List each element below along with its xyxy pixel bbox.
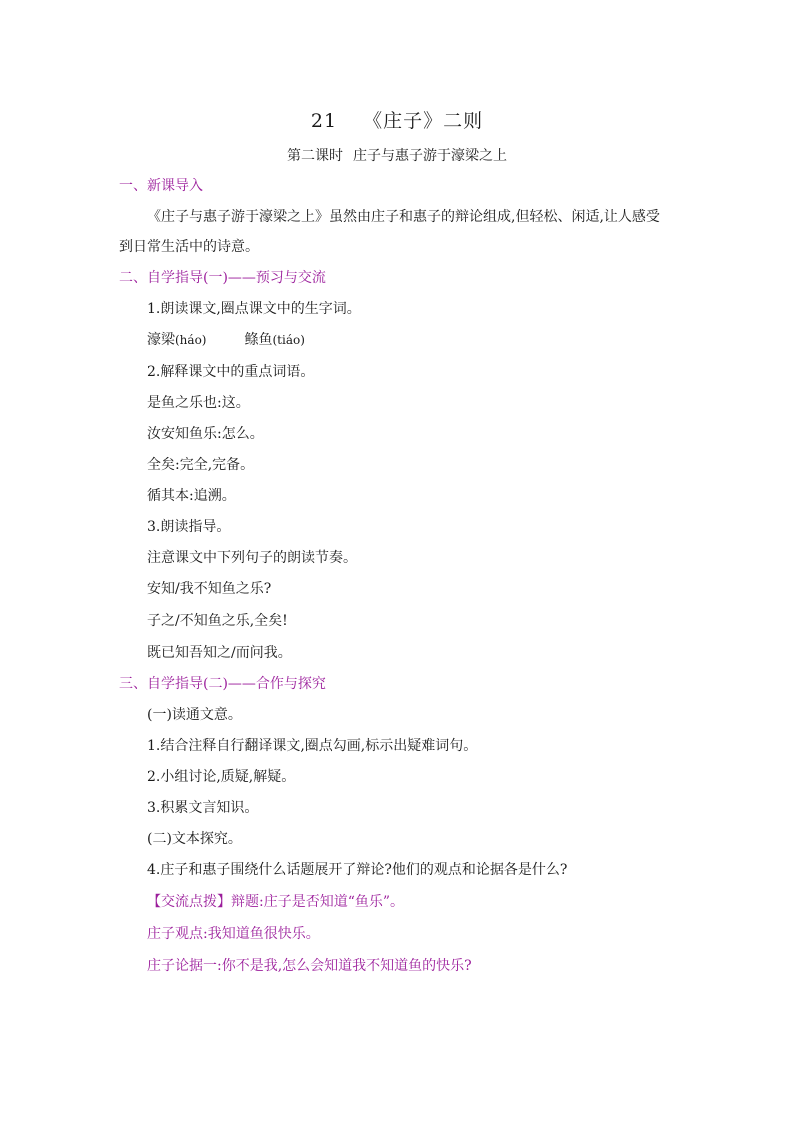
step-3: 3.积累文言知识。 [147, 800, 259, 816]
lesson-title: 《庄子》二则 [363, 110, 484, 132]
task-item-1: 1.朗读课文,圈点课文中的生字词。 [147, 301, 361, 317]
vocab-words [147, 330, 305, 350]
task-item-2: 2.解释课文中的重点词语。 [147, 364, 315, 380]
step-2: 2.小组讨论,质疑,解疑。 [147, 769, 296, 785]
rhythm-sentence-3: 既已知吾知之/而问我。 [147, 645, 292, 661]
vocab-word-2: 鲦鱼 [244, 332, 273, 348]
vocab-pinyin-1: (háo) [175, 333, 207, 347]
step-1: 1.结合注释自行翻译课文,圈点勾画,标示出疑难词句。 [147, 738, 478, 754]
section-heading-2: 二、自学指导(一)——预习与交流 [119, 270, 326, 286]
definition-3: 全矣:完全,完备。 [147, 457, 255, 473]
sub-part-1: (一)读通文意。 [147, 707, 242, 723]
lesson-topic: 庄子与惠子游于濠梁之上 [353, 148, 507, 164]
rhythm-sentence-1: 安知/我不知鱼之乐? [147, 581, 272, 597]
definition-1: 是鱼之乐也:这。 [147, 395, 250, 411]
intro-paragraph-line-1: 《庄子与惠子游于濠梁之上》虽然由庄子和惠子的辩论组成,但轻松、闲适,让人感受 [147, 209, 660, 225]
answer-topic-line [147, 892, 404, 912]
question-4: 4.庄子和惠子围绕什么话题展开了辩论?他们的观点和论据各是什么? [147, 862, 568, 878]
answer-argument-1: 庄子论据一:你不是我,怎么会知道我不知道鱼的快乐? [147, 958, 472, 974]
task-item-3: 3.朗读指导。 [147, 519, 231, 535]
rhythm-sentence-2: 子之/不知鱼之乐,全矣! [147, 613, 288, 629]
intro-paragraph-line-2: 到日常生活中的诗意。 [119, 239, 259, 255]
answer-view: 庄子观点:我知道鱼很快乐。 [147, 926, 320, 942]
definition-2: 汝安知鱼乐:怎么。 [147, 426, 264, 442]
lesson-period: 第二课时 [287, 148, 343, 164]
page-subtitle [0, 145, 794, 165]
answer-topic: 辩题:庄子是否知道“鱼乐”。 [231, 894, 405, 910]
answer-tag: 【交流点拨】 [147, 894, 231, 910]
lesson-number: 21 [310, 110, 338, 132]
rhythm-note: 注意课文中下列句子的朗读节奏。 [147, 550, 357, 566]
vocab-pinyin-2: (tiáo) [272, 333, 305, 347]
definition-4: 循其本:追溯。 [147, 488, 236, 504]
sub-part-2: (二)文本探究。 [147, 831, 242, 847]
section-heading-1: 一、新课导入 [119, 178, 203, 194]
section-heading-3: 三、自学指导(二)——合作与探究 [119, 676, 326, 692]
vocab-word-1: 濠梁 [147, 332, 175, 348]
page-title [0, 106, 794, 133]
